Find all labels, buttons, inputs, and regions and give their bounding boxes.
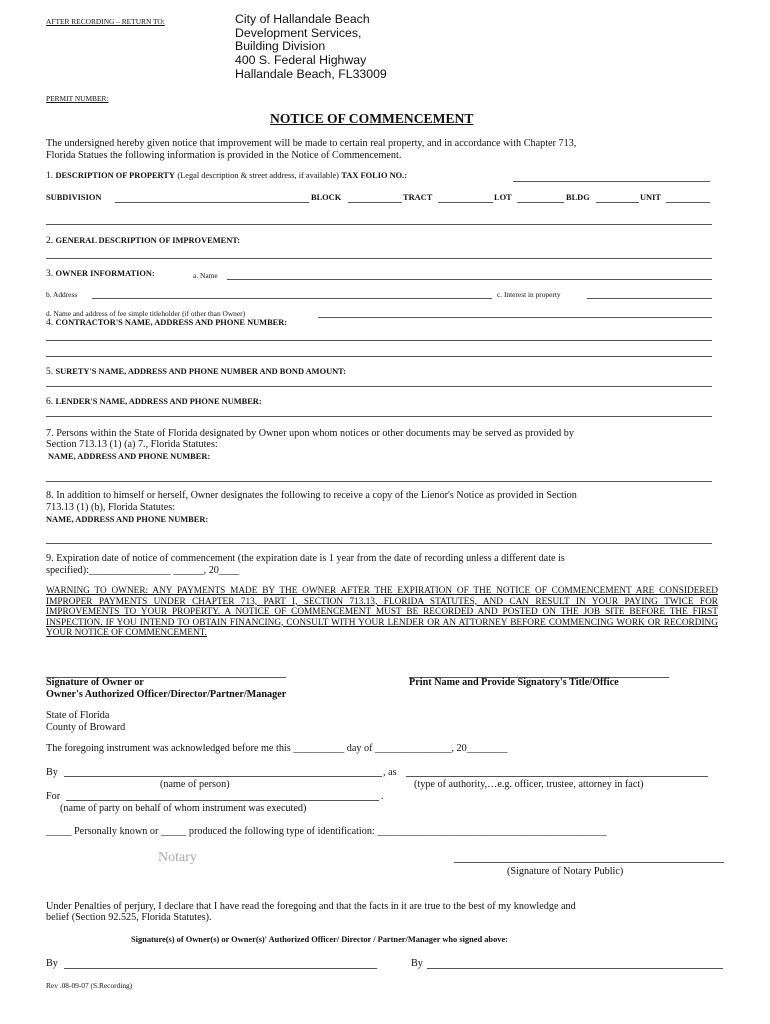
section-6 [46, 397, 262, 407]
name-of-person-caption: (name of person) [160, 779, 230, 790]
tax-folio-label: TAX FOLIO NO.: [341, 171, 408, 180]
for-label: For [46, 791, 61, 802]
designee-line[interactable] [46, 481, 712, 482]
section-number: 5. [46, 367, 54, 377]
section-5 [46, 367, 346, 377]
address-line: Building Division [235, 39, 326, 54]
block-label: BLOCK [311, 193, 342, 202]
address-line: Development Services, [235, 25, 362, 40]
section-2 [46, 236, 240, 246]
lot-field[interactable] [517, 202, 564, 203]
section-note: (Legal description & street address, if available) [177, 171, 339, 180]
address-line: 400 S. Federal Highway [235, 53, 367, 68]
section-7-label: NAME, ADDRESS AND PHONE NUMBER: [48, 452, 211, 461]
print-name-label: Print Name and Provide Signatory's Title/Office [409, 677, 619, 688]
section-8-line: 8. In addition to himself or herself, Owner designates the following to receive a copy of the Lienor's Notice as provided in Section [46, 490, 577, 501]
block-field[interactable] [348, 202, 402, 203]
section-label: DESCRIPTION OF PROPERTY [55, 171, 175, 180]
return-address [235, 13, 387, 82]
titleholder-field[interactable] [318, 317, 712, 318]
section-8-label: NAME, ADDRESS AND PHONE NUMBER: [46, 515, 209, 524]
address-line: Hallandale Beach, FL33009 [235, 66, 387, 81]
section-label: CONTRACTOR'S NAME, ADDRESS AND PHONE NUMBER: [55, 318, 288, 327]
surety-line[interactable] [46, 386, 712, 387]
address-line: City of Hallandale Beach [235, 12, 370, 26]
perjury-line: belief (Section 92.525, Florida Statutes). [46, 912, 212, 923]
permit-number-label: PERMIT NUMBER: [46, 94, 109, 103]
contractor-line[interactable] [46, 340, 712, 341]
section-8-line: 713.13 (1) (b), Florida Statutes: [46, 502, 176, 513]
subdivision-label: SUBDIVISION [46, 193, 102, 202]
section-7-line: Section 713.13 (1) (a) 7., Florida Statutes: [46, 439, 218, 450]
bldg-label: BLDG [566, 193, 590, 202]
person-name-field[interactable] [64, 776, 382, 777]
lot-label: LOT [494, 193, 512, 202]
for-period: . [381, 791, 384, 802]
owner-signature-by-left[interactable] [64, 968, 377, 969]
owner-signature-label: Owner's Authorized Officer/Director/Partner/Manager [46, 689, 287, 700]
tax-folio-field[interactable] [513, 181, 710, 182]
by-label: By [46, 767, 58, 778]
owner-address-field[interactable] [92, 298, 492, 299]
section-7-line: 7. Persons within the State of Florida designated by Owner upon whom notices or other documents may be served as provided by [46, 428, 574, 439]
return-to-label: AFTER RECORDING – RETURN TO: [46, 17, 165, 26]
section-number: 6. [46, 397, 54, 407]
county-line: County of Broward [46, 722, 126, 733]
section-9-line: specified):________________ ______, 20____ [46, 565, 240, 576]
owner-address-label: b. Address [46, 290, 78, 299]
lender-line[interactable] [46, 416, 712, 417]
identification-line: _____ Personally known or _____ produced the following type of identification: _____________________________________________ [46, 826, 607, 837]
owner-name-field[interactable] [227, 279, 712, 280]
section-number: 2. [46, 236, 54, 246]
intro-line: The undersigned hereby given notice that improvement will be made to certain real property, and in accordance with Chapter 713, [46, 138, 577, 149]
notary-signature-field[interactable] [454, 862, 724, 863]
authority-field[interactable] [406, 776, 708, 777]
as-label: , as [383, 767, 397, 778]
by-left-label: By [46, 958, 58, 969]
subdivision-field[interactable] [115, 202, 309, 203]
party-caption: (name of party on behalf of whom instrument was executed) [60, 803, 307, 814]
property-line[interactable] [46, 224, 712, 225]
owner-name-label: a. Name [193, 271, 218, 280]
section-4 [46, 318, 287, 328]
section-9-line: 9. Expiration date of notice of commencement (the expiration date is 1 year from the date of recording unless a different date is [46, 553, 565, 564]
owners-signature-heading: Signature(s) of Owner(s) or Owner(s)' Authorized Officer/ Director / Partner/Manager who signed above: [131, 935, 508, 944]
notary-signature-caption: (Signature of Notary Public) [507, 866, 624, 877]
document-title: NOTICE OF COMMENCEMENT [270, 111, 474, 126]
unit-label: UNIT [640, 193, 661, 202]
section-label: SURETY'S NAME, ADDRESS AND PHONE NUMBER AND BOND AMOUNT: [55, 367, 346, 376]
section-number: 1. [46, 171, 54, 181]
party-field[interactable] [66, 800, 379, 801]
tract-label: TRACT [403, 193, 433, 202]
warning-to-owner: WARNING TO OWNER: ANY PAYMENTS MADE BY THE OWNER AFTER THE EXPIRATION OF THE NOTICE OF COMMENCEMENT ARE CONSIDERED IMPROPER PAYMENTS UNDER CHAPTER 713, PART I, SECTION 713.13, FLORIDA STATUTES, AND CAN RESULT IN YOUR PAYING TWICE FOR IMPROVEMENTS TO YOUR PROPERTY. A NOTICE OF COMMENCEMENT MUST BE RECORDED AND POSTED ON THE JOB SITE BEFORE THE FIRST INSPECTION. IF YOU INTEND TO OBTAIN FINANCING, CONSULT WITH YOUR LENDER OR AN ATTORNEY BEFORE COMMENCING WORK OR RECORDING YOUR NOTICE OF COMMENCEMENT. [46, 586, 718, 639]
intro-line: Florida Statues the following information is provided in the Notice of Commencement. [46, 150, 402, 161]
authority-caption: (type of authority,…e.g. officer, trustee, attorney in fact) [414, 779, 644, 790]
titleholder-label: d. Name and address of fee simple titleholder (if other than Owner) [46, 309, 246, 318]
section-label: OWNER INFORMATION: [55, 269, 155, 278]
notary-watermark: Notary [158, 850, 197, 865]
section-number: 4. [46, 318, 54, 328]
owner-signature-by-right[interactable] [427, 968, 723, 969]
acknowledgement-line: The foregoing instrument was acknowledged before me this __________ day of _______________, 20________ [46, 743, 508, 754]
interest-field[interactable] [587, 298, 712, 299]
contractor-line[interactable] [46, 356, 712, 357]
by-right-label: By [411, 958, 423, 969]
revision-footer: Rev .08-09-07 (S.Recording) [46, 981, 133, 990]
interest-label: c. Interest in property [497, 290, 561, 299]
section-1 [46, 171, 407, 181]
owner-signature-label: Signature of Owner or [46, 677, 144, 688]
state-line: State of Florida [46, 710, 110, 721]
section-number: 3. [46, 269, 54, 279]
section-label: LENDER'S NAME, ADDRESS AND PHONE NUMBER: [55, 397, 262, 406]
lienor-copy-line[interactable] [46, 543, 712, 544]
bldg-field[interactable] [596, 202, 639, 203]
perjury-line: Under Penalties of perjury, I declare that I have read the foregoing and that the facts in it are true to the best of my knowledge and [46, 901, 576, 912]
section-label: GENERAL DESCRIPTION OF IMPROVEMENT: [55, 236, 240, 245]
unit-field[interactable] [666, 202, 710, 203]
section-3 [46, 269, 155, 279]
tract-field[interactable] [438, 202, 493, 203]
improvement-line[interactable] [46, 258, 712, 259]
